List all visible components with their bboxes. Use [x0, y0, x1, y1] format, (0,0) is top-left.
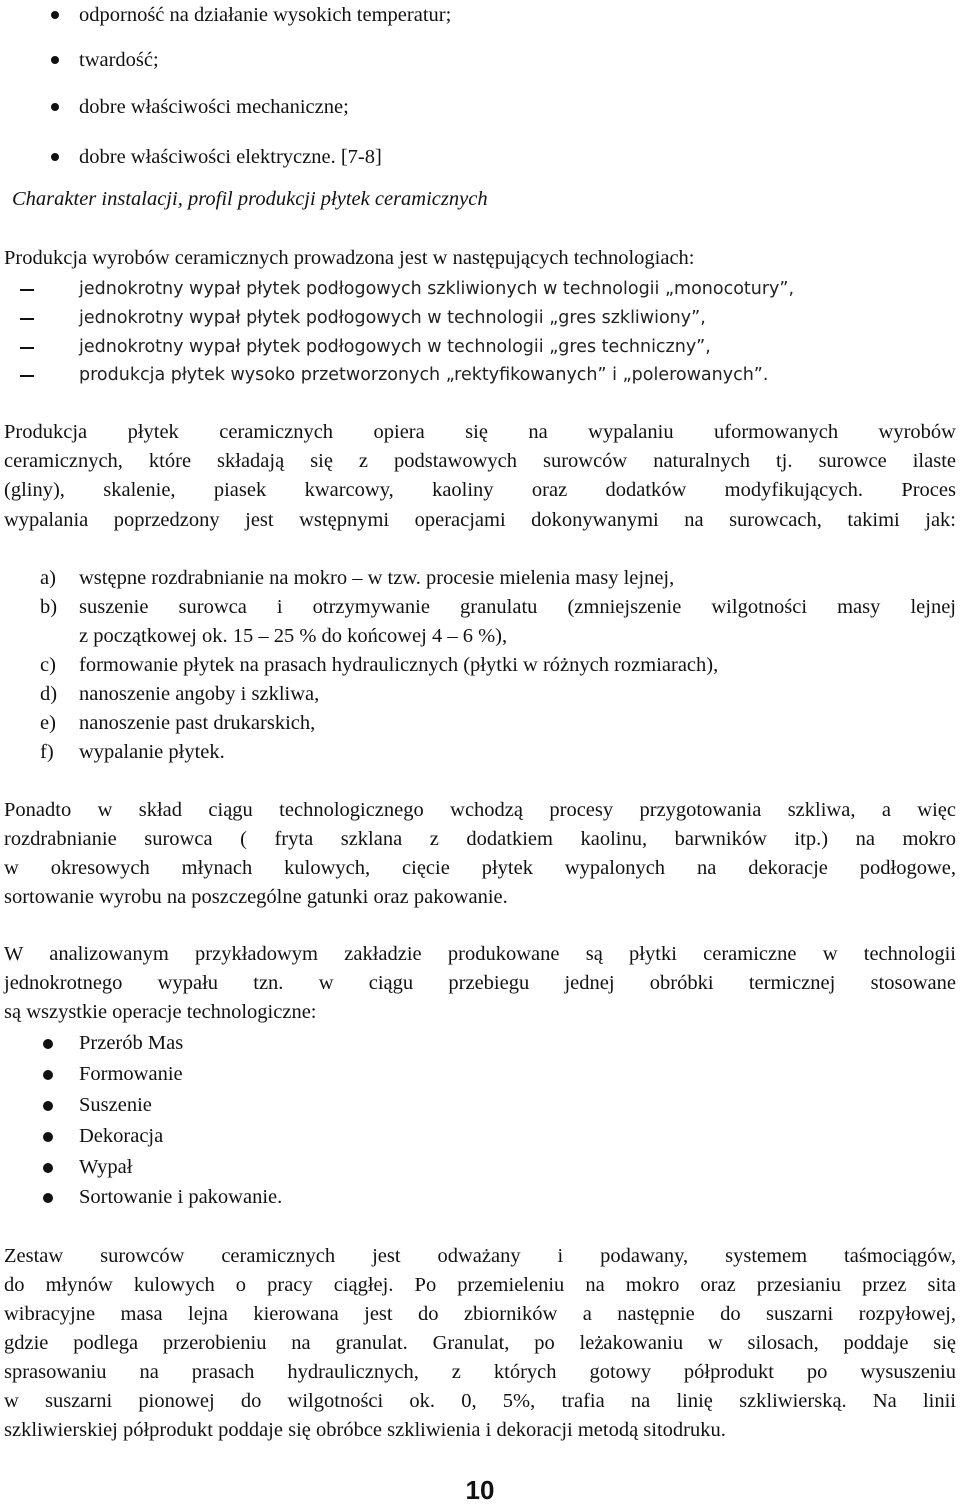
bullet-icon — [43, 1039, 53, 1049]
paragraph-line: W analizowanym przykładowym zakładzie produkowane są płytki ceramiczne w technologii — [4, 943, 956, 965]
paragraph-line: sortowanie wyrobu na poszczególne gatunki oraz pakowanie. — [4, 886, 508, 908]
paragraph-line: szkliwierskiej półprodukt poddaje się obróbce szkliwienia i dekoracji metodą sitodruku. — [4, 1419, 726, 1441]
list-item-text: Wypał — [79, 1156, 133, 1178]
step-item — [0, 708, 956, 738]
step-text: nanoszenie angoby i szkliwa, — [79, 683, 320, 705]
list-item — [0, 1121, 900, 1151]
list-item-text: odporność na działanie wysokich temperatur; — [79, 4, 452, 26]
dash-icon — [20, 318, 34, 320]
paragraph-line: jednokrotnego wypału tzn. w ciągu przebiegu jednej obróbki termicznej stosowane — [4, 972, 956, 994]
paragraph-line: wibracyjne masa lejna kierowana jest do zbiorników a następnie do suszarni rozpyłowej, — [4, 1303, 956, 1325]
step-item — [0, 737, 956, 767]
list-item-text: dobre właściwości elektryczne. [7-8] — [79, 146, 382, 168]
bullet-icon — [43, 1193, 53, 1203]
step-item — [0, 563, 956, 593]
list-item-text: jednokrotny wypał płytek podłogowych szkliwionych w technologii „monocotury”, — [79, 279, 795, 299]
bullet-icon — [43, 1101, 53, 1111]
list-item-text: twardość; — [79, 49, 159, 71]
paragraph-line: Ponadto w skład ciągu technologicznego wchodzą procesy przygotowania szkliwa, a więc — [4, 799, 956, 821]
paragraph-line: do młynów kulowych o pracy ciągłej. Po przemieleniu na mokro oraz przesianiu przez sita — [4, 1274, 956, 1296]
paragraph-line: ceramicznych, które składają się z podstawowych surowców naturalnych tj. surowce ilaste — [4, 450, 956, 472]
step-text: nanoszenie past drukarskich, — [79, 712, 316, 734]
bullet-icon — [43, 1163, 53, 1173]
list-item — [0, 304, 940, 333]
page-number: 10 — [465, 1475, 495, 1505]
list-item — [0, 1028, 900, 1058]
step-item-continuation — [0, 621, 956, 651]
dash-icon — [20, 375, 34, 377]
list-item-text: produkcja płytek wysoko przetworzonych „rektyfikowanych” i „polerowanych”. — [79, 365, 769, 385]
list-item — [0, 1059, 900, 1089]
bullet-icon — [43, 1070, 53, 1080]
list-item — [0, 1182, 900, 1212]
paragraph-line: w okresowych młynach kulowych, cięcie płytek wypalonych na dekoracje podłogowe, — [4, 857, 956, 879]
bullet-icon — [51, 103, 59, 111]
list-item — [0, 45, 900, 75]
step-text: suszenie surowca i otrzymywanie granulatu (zmniejszenie wilgotności masy lejnej — [79, 596, 956, 618]
intro-line: Produkcja wyrobów ceramicznych prowadzona jest w następujących technologiach: — [4, 247, 695, 269]
section-title: Charakter instalacji, profil produkcji płytek ceramicznych — [12, 188, 488, 210]
step-letter: e) — [40, 712, 56, 734]
dash-icon — [20, 347, 34, 349]
paragraph-line: są wszystkie operacje technologiczne: — [4, 1001, 317, 1023]
list-item — [0, 0, 900, 30]
bullet-icon — [43, 1132, 53, 1142]
list-item-text: Sortowanie i pakowanie. — [79, 1186, 283, 1208]
step-letter: d) — [40, 683, 58, 705]
paragraph-line: w suszarni pionowej do wilgotności ok. 0, 5%, trafia na linię szkliwierską. Na linii — [4, 1390, 956, 1412]
list-item-text: dobre właściwości mechaniczne; — [79, 96, 349, 118]
list-item — [0, 275, 940, 304]
paragraph-line: Zestaw surowców ceramicznych jest odważany i podawany, systemem taśmociągów, — [4, 1245, 956, 1267]
list-item — [0, 1152, 900, 1182]
list-item — [0, 361, 940, 390]
list-item-text: Dekoracja — [79, 1125, 164, 1147]
list-item — [0, 142, 900, 172]
list-item — [0, 92, 900, 122]
bullet-icon — [51, 153, 59, 161]
list-item — [0, 333, 940, 362]
step-letter: a) — [40, 567, 56, 589]
paragraph-line: (gliny), skalenie, piasek kwarcowy, kaoliny oraz dodatków modyfikujących. Proces — [4, 479, 956, 501]
step-item — [0, 650, 956, 680]
step-item — [0, 679, 956, 709]
step-letter: c) — [40, 654, 56, 676]
bullet-icon — [51, 11, 59, 19]
step-text: wypalanie płytek. — [79, 741, 225, 763]
paragraph-line: gdzie podlega przerobieniu na granulat. Granulat, po leżakowaniu w silosach, poddaje się — [4, 1332, 956, 1354]
list-item-text: jednokrotny wypał płytek podłogowych w technologii „gres techniczny”, — [79, 337, 711, 357]
list-item — [0, 1090, 900, 1120]
list-item-text: Suszenie — [79, 1094, 152, 1116]
paragraph-line: Produkcja płytek ceramicznych opiera się na wypalaniu uformowanych wyrobów — [4, 421, 956, 443]
step-text: wstępne rozdrabnianie na mokro – w tzw. procesie mielenia masy lejnej, — [79, 567, 675, 589]
dash-icon — [20, 289, 34, 291]
list-item-text: jednokrotny wypał płytek podłogowych w technologii „gres szkliwiony”, — [79, 308, 706, 328]
step-letter: f) — [40, 741, 54, 763]
step-text: formowanie płytek na prasach hydraulicznych (płytki w różnych rozmiarach), — [79, 654, 719, 676]
list-item-text: Przerób Mas — [79, 1032, 184, 1054]
list-item-text: Formowanie — [79, 1063, 183, 1085]
step-text: z początkowej ok. 15 – 25 % do końcowej 4 – 6 %), — [79, 625, 508, 647]
bullet-icon — [51, 56, 59, 64]
step-letter: b) — [40, 596, 58, 618]
paragraph-line: sprasowaniu na prasach hydraulicznych, z których gotowy półprodukt po wysuszeniu — [4, 1361, 956, 1383]
paragraph-line: wypalania poprzedzony jest wstępnymi operacjami dokonywanymi na surowcach, takimi jak: — [4, 509, 956, 531]
paragraph-line: rozdrabnianie surowca ( fryta szklana z dodatkiem kaolinu, barwników itp.) na mokro — [4, 828, 956, 850]
step-item — [0, 592, 956, 622]
